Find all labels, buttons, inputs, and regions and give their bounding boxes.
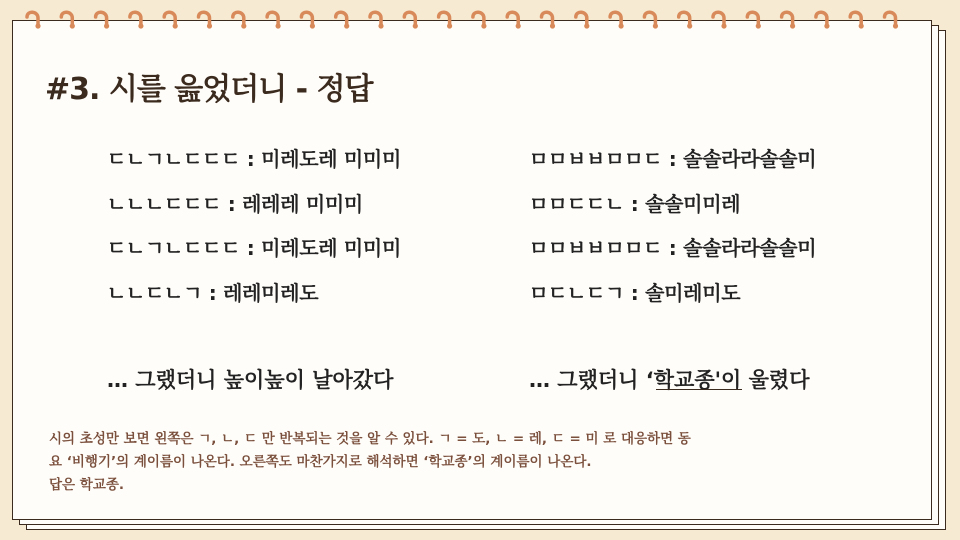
notes: 레레미레도 bbox=[223, 281, 319, 305]
binding-ring bbox=[542, 12, 556, 28]
explanation bbox=[49, 428, 889, 497]
notes: 솔솔라라솔솔미 bbox=[683, 236, 817, 260]
spiral-binding bbox=[0, 0, 960, 40]
answer-underline bbox=[656, 389, 742, 390]
answer-highlight: ‘학교종' bbox=[645, 368, 722, 392]
notes: 레레레 미미미 bbox=[242, 192, 363, 216]
binding-ring bbox=[885, 12, 899, 28]
left-row-1: ㄷㄴㄱㄴㄷㄷㄷ : 미레도레 미미미 bbox=[107, 147, 401, 171]
left-row-4: ㄴㄴㄷㄴㄱ : 레레미레도 bbox=[107, 281, 319, 305]
notes: 솔미레미도 bbox=[645, 281, 741, 305]
binding-ring bbox=[473, 12, 487, 28]
left-row-2: ㄴㄴㄴㄷㄷㄷ : 레레레 미미미 bbox=[107, 192, 363, 216]
page-title: #3. 시를 읊었더니 - 정답 bbox=[45, 72, 373, 107]
binding-ring bbox=[610, 12, 624, 28]
right-ending: … 그랬더니 ‘학교종'이 울렸다 bbox=[529, 368, 810, 392]
binding-ring bbox=[713, 12, 727, 28]
binding-ring bbox=[507, 12, 521, 28]
code: ㄴㄴㄷㄴㄱ bbox=[107, 281, 203, 305]
binding-ring bbox=[301, 12, 315, 28]
binding-ring bbox=[850, 12, 864, 28]
code: ㄴㄴㄴㄷㄷㄷ bbox=[107, 192, 222, 216]
binding-ring bbox=[96, 12, 110, 28]
notes: 미레도레 미미미 bbox=[261, 147, 401, 171]
notes: 솔솔라라솔솔미 bbox=[683, 147, 817, 171]
binding-ring bbox=[782, 12, 796, 28]
right-row-2: ㅁㅁㄷㄷㄴ : 솔솔미미레 bbox=[529, 192, 741, 216]
code: ㅁㅁㅂㅂㅁㅁㄷ bbox=[529, 236, 663, 260]
binding-ring bbox=[61, 12, 75, 28]
binding-ring bbox=[267, 12, 281, 28]
binding-ring bbox=[370, 12, 384, 28]
binding-ring bbox=[439, 12, 453, 28]
binding-ring bbox=[164, 12, 178, 28]
binding-ring bbox=[130, 12, 144, 28]
code: ㅁㅁㅂㅂㅁㅁㄷ bbox=[529, 147, 663, 171]
binding-ring bbox=[233, 12, 247, 28]
binding-ring bbox=[336, 12, 350, 28]
explanation-line-3: 답은 학교종. bbox=[49, 477, 125, 493]
binding-ring bbox=[644, 12, 658, 28]
binding-ring bbox=[747, 12, 761, 28]
code: ㅁㅁㄷㄷㄴ bbox=[529, 192, 625, 216]
binding-ring bbox=[199, 12, 213, 28]
notes: 미레도레 미미미 bbox=[261, 236, 401, 260]
binding-ring bbox=[816, 12, 830, 28]
explanation-line-1: 시의 초성만 보면 왼쪽은 ㄱ, ㄴ, ㄷ 만 반복되는 것을 알 수 있다. ㄱ = 도, ㄴ = 레, ㄷ = 미 로 대응하면 동 bbox=[49, 431, 691, 447]
right-row-4: ㅁㄷㄴㄷㄱ : 솔미레미도 bbox=[529, 281, 741, 305]
code: ㄷㄴㄱㄴㄷㄷㄷ bbox=[107, 236, 241, 260]
notes: 솔솔미미레 bbox=[645, 192, 741, 216]
binding-ring bbox=[27, 12, 41, 28]
binding-ring bbox=[679, 12, 693, 28]
code: ㄷㄴㄱㄴㄷㄷㄷ bbox=[107, 147, 241, 171]
code: ㅁㄷㄴㄷㄱ bbox=[529, 281, 625, 305]
left-ending: … 그랬더니 높이높이 날아갔다 bbox=[107, 368, 394, 392]
right-row-3: ㅁㅁㅂㅂㅁㅁㄷ : 솔솔라라솔솔미 bbox=[529, 236, 817, 260]
left-row-3: ㄷㄴㄱㄴㄷㄷㄷ : 미레도레 미미미 bbox=[107, 236, 401, 260]
right-row-1: ㅁㅁㅂㅂㅁㅁㄷ : 솔솔라라솔솔미 bbox=[529, 147, 817, 171]
binding-ring bbox=[576, 12, 590, 28]
binding-ring bbox=[404, 12, 418, 28]
explanation-line-2: 요 ‘비행기’의 계이름이 나온다. 오른쪽도 마찬가지로 해석하면 ‘학교종’의 계이름이 나온다. bbox=[49, 454, 592, 470]
